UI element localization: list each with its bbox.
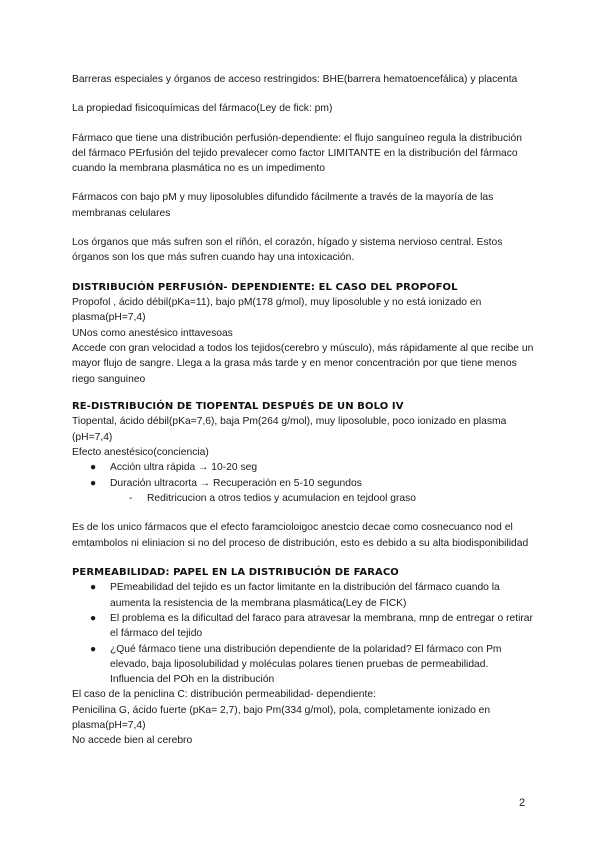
list-item: ● El problema es la dificultad del faraco para atravesar la membrana, mnp de entregar o retirar el fármaco del tejido: [90, 612, 533, 640]
paragraph-physicochemical: La propiedad fisicoquímicas del fármaco(Ley de fick: pm): [72, 103, 333, 115]
heading-tiopental: RE-DISTRIBUCIÓN DE TIOPENTAL DESPUÉS DE UN BOLO IV: [72, 400, 404, 412]
tiopental-explanation: Es de los unico fármacos que el efecto faramcioloigoc anestcio decae como cosnecuanco nod el emtambolos ni eliniacion si no del proceso de distribución, esto es debido a su alta biodisponibilidad: [72, 522, 529, 549]
list-item: ● Acción ultra rápida → 10-20 seg: [90, 462, 258, 474]
permeability-bullet-list: [72, 580, 534, 687]
penicillin-properties: Penicilina G, ácido fuerte (pKa= 2,7), bajo Pm(334 g/mol), pola, completamente ionizado en plasma(pH=7,4): [72, 704, 491, 731]
list-item: ● ¿Qué fármaco tiene una distribución dependiente de la polaridad? El fármaco con Pm elevado, baja liposolubilidad y moléculas polares tienen pruebas de permeabilidad. Influencia del POh en la distribución: [90, 643, 502, 686]
paragraph-low-pm: Fármacos con bajo pM y muy liposolubles difundido fácilmente a través de la mayoría de las membranas celulares: [72, 192, 494, 219]
propofol-properties: Propofol , ácido débil(pKa=11), bajo pM(178 g/mol), muy liposoluble y no está ionizado en plasma(pH=7,4): [72, 297, 482, 324]
tiopental-effect: Efecto anestésico(conciencia): [72, 447, 209, 459]
document-body: [72, 72, 534, 749]
heading-permeability: PERMEABILIDAD: PAPEL EN LA DISTRIBUCIÓN DE FARACO: [72, 566, 399, 578]
penicillin-brain-access: No accede bien al cerebro: [72, 735, 193, 747]
penicillin-case: El caso de la peniclina C: distribución permeabilidad- dependiente:: [72, 689, 376, 701]
tiopental-bullet-list: [72, 460, 534, 491]
page-number: 2: [519, 797, 526, 809]
propofol-access: Accede con gran velocidad a todos los tejidos(cerebro y músculo), más rápidamente al que recibe un mayor flujo de sangre. Llega a la grasa más tarde y en menor concentración por que tiene menos riego sanguineo: [72, 343, 534, 385]
paragraph-organs: Los órganos que más sufren son el riñón, el corazón, hígado y sistema nervioso central. Estos órganos son los que más sufren cuando hay una intoxicación.: [72, 237, 503, 264]
tiopental-subbullet-list: [72, 491, 534, 506]
heading-propofol: DISTRIBUCIÓN PERFUSIÓN- DEPENDIENTE: EL CASO DEL PROPOFOL: [72, 281, 458, 293]
paragraph-barriers: Barreras especiales y órganos de acceso restringidos: BHE(barrera hematoencefálica) y placenta: [72, 74, 518, 85]
list-item: ● Duración ultracorta → Recuperación en 5-10 segundos: [90, 477, 362, 489]
propofol-use: UNos como anestésico inttavesoas: [72, 327, 233, 339]
sub-list-item: - Reditricucion a otros tedios y acumulacion en tejdool graso: [129, 492, 417, 504]
list-item: ● PEmeabilidad del tejido es un factor limitante en la distribución del fármaco cuando la aumenta la resistencia de la membrana plasmática(Ley de FICK): [90, 582, 500, 609]
paragraph-perfusion: Fármaco que tiene una distribución perfusión-dependiente: el flujo sanguíneo regula la distribución del fármaco PErfusión del tejido prevalecer como factor LIMITANTE en la distribución del fármaco cuando la membrana plasmática no es un impedimento: [72, 132, 522, 175]
tiopental-properties: Tiopental, ácido débil(pKa=7,6), baja Pm(264 g/mol), muy liposoluble, poco ionizado en plasma (pH=7,4): [72, 416, 507, 443]
